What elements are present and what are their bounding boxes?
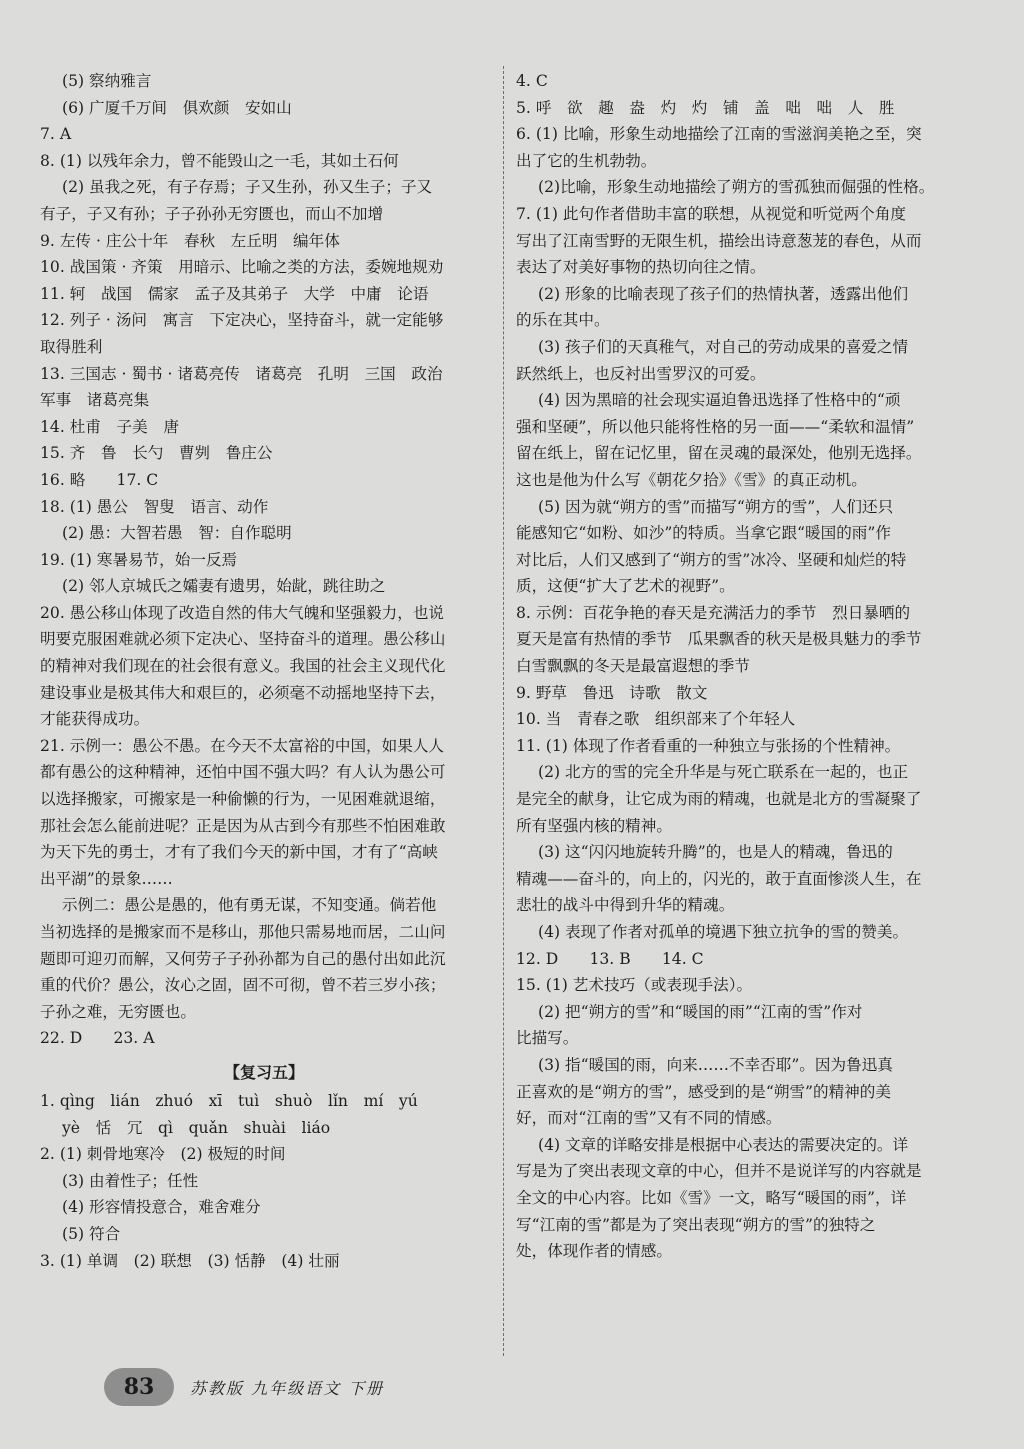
answer-line: 全文的中心内容。比如《雪》一文，略写“暖国的雨”，详 — [516, 1188, 907, 1207]
answer-line: 出了它的生机勃勃。 — [516, 151, 657, 170]
answer-line: 明要克服困难就必须下定决心、坚持奋斗的道理。愚公移山 — [40, 630, 446, 649]
answer-line: 5. 呼 欲 趣 盎 灼 灼 铺 盖 咄 咄 人 胜 — [516, 98, 895, 117]
answer-line: 军事 诸葛亮集 — [40, 391, 150, 410]
answer-line: 14. 杜甫 子美 唐 — [40, 417, 179, 436]
answer-line: (2)比喻，形象生动地描绘了朔方的雪孤独而倔强的性格。 — [538, 178, 935, 197]
answer-line: 那社会怎么能前进呢？正是因为从古到今有那些不怕困难敢 — [40, 816, 446, 835]
page-number-badge: 83 — [104, 1368, 174, 1406]
answer-line: (6) 广厦千万间 俱欢颜 安如山 — [62, 98, 292, 117]
answer-line: 夏天是富有热情的季节 瓜果飘香的秋天是极具魅力的季节 — [516, 630, 922, 649]
answer-line: 写出了江南雪野的无限生机，描绘出诗意葱茏的春色，从而 — [516, 231, 922, 250]
answer-line: (2) 邻人京城氏之孀妻有遗男，始龀，跳往助之 — [62, 577, 386, 596]
answer-line: 3. (1) 单调 (2) 联想 (3) 恬静 (4) 壮丽 — [40, 1251, 340, 1270]
left-answer-lines — [40, 68, 488, 1052]
answer-line: 所有坚强内核的精神。 — [516, 816, 672, 835]
answer-line: 强和坚硬”，所以他只能将性格的另一面——“柔软和温情” — [516, 417, 915, 436]
right-answer-lines — [516, 68, 964, 1265]
answer-line: (4) 文章的详略安排是根据中心表达的需要决定的。详 — [538, 1135, 909, 1154]
answer-line: 以选择搬家，可搬家是一种偷懒的行为，一见困难就退缩， — [40, 790, 446, 809]
answer-line: 取得胜利 — [40, 337, 103, 356]
answer-line: 15. 齐 鲁 长勺 曹刿 鲁庄公 — [40, 444, 273, 463]
answer-line: 留在纸上，留在记忆里，留在灵魂的最深处，他别无选择。 — [516, 444, 922, 463]
answer-line: 才能获得成功。 — [40, 710, 150, 729]
book-info: 苏教版 九年级语文 下册 — [190, 1378, 385, 1398]
answer-line: 18. (1) 愚公 智叟 语言、动作 — [40, 497, 269, 516]
answer-line: 21. 示例一：愚公不愚。在今天不太富裕的中国，如果人人 — [40, 736, 445, 755]
answer-line: 11. (1) 体现了作者看重的一种独立与张扬的个性精神。 — [516, 736, 901, 755]
answer-line: 9. 左传 · 庄公十年 春秋 左丘明 编年体 — [40, 231, 340, 250]
answer-line: (3) 由着性子；任性 — [62, 1171, 199, 1190]
answer-line: (4) 形容情投意合，难舍难分 — [62, 1198, 261, 1217]
answer-line: 15. (1) 艺术技巧（或表现手法）。 — [516, 976, 753, 995]
answer-line: (3) 孩子们的天真稚气，对自己的劳动成果的喜爱之情 — [538, 337, 909, 356]
answer-line: 12. 列子 · 汤问 寓言 下定决心，坚持奋斗，就一定能够 — [40, 311, 444, 330]
answer-line: 13. 三国志 · 蜀书 · 诸葛亮传 诸葛亮 孔明 三国 政治 — [40, 364, 443, 383]
answer-line: (4) 表现了作者对孤单的境遇下独立抗争的雪的赞美。 — [538, 923, 909, 941]
answer-line: 9. 野草 鲁迅 诗歌 散文 — [516, 683, 708, 702]
answer-line: 10. 当 青春之歌 组织部来了个年轻人 — [516, 710, 796, 729]
answer-line: (2) 形象的比喻表现了孩子们的热情执著，透露出他们 — [538, 284, 909, 303]
answer-line: (5) 察纳雅言 — [62, 72, 152, 90]
answer-line: 7. (1) 此句作者借助丰富的联想，从视觉和听觉两个角度 — [516, 204, 906, 223]
answer-line: (3) 这“闪闪地旋转升腾”的，也是人的精魂，鲁迅的 — [538, 843, 893, 862]
answer-line: 跃然纸上，也反衬出雪罗汉的可爱。 — [516, 364, 766, 383]
answer-line: 比描写。 — [516, 1029, 579, 1048]
answer-line: (2) 把“朔方的雪”和“暖国的雨”“江南的雪”作对 — [538, 1002, 863, 1021]
answer-line: 白雪飘飘的冬天是最富遐想的季节 — [516, 657, 750, 676]
answer-line: 悲壮的战斗中得到升华的精魂。 — [516, 896, 735, 915]
section-heading: 【复习五】 — [223, 1062, 304, 1082]
answer-line: 是完全的献身，让它成为雨的精魂，也就是北方的雪凝聚了 — [516, 790, 922, 809]
left-answer-column — [40, 68, 488, 1274]
answer-line: (5) 符合 — [62, 1224, 121, 1243]
answer-line: 10. 战国策 · 齐策 用暗示、比喻之类的方法，委婉地规劝 — [40, 258, 444, 277]
answer-line: 写是为了突出表现文章的中心，但并不是说详写的内容就是 — [516, 1162, 922, 1181]
answer-line: 处，体现作者的情感。 — [516, 1242, 672, 1261]
answer-line: 这也是他为什么写《朝花夕拾》《雪》的真正动机。 — [516, 470, 867, 489]
answer-line: 建设事业是极其伟大和艰巨的，必须毫不动摇地坚持下去， — [40, 683, 446, 702]
answer-line: 能感知它“如粉、如沙”的特质。当拿它跟“暖国的雨”作 — [516, 524, 891, 543]
answer-line: 的精神对我们现在的社会很有意义。我国的社会主义现代化 — [40, 657, 446, 676]
answer-line: 当初选择的是搬家而不是移山，那他只需易地而居，二山问 — [40, 923, 446, 941]
column-divider — [503, 66, 504, 1356]
answer-line: 有子，子又有孙；子子孙孙无穷匮也，而山不加增 — [40, 204, 384, 223]
answer-line: (2) 愚：大智若愚 智：自作聪明 — [62, 524, 292, 543]
answer-line: 8. (1) 以残年余力，曾不能毁山之一毛，其如土石何 — [40, 151, 399, 170]
answer-line: 质，这便“扩大了艺术的视野”。 — [516, 577, 735, 596]
answer-line: 8. 示例：百花争艳的春天是充满活力的季节 烈日暴晒的 — [516, 603, 911, 622]
answer-line: yè 恬 冗 qì quǎn shuài liáo — [62, 1118, 331, 1137]
answer-line: 22. D 23. A — [40, 1029, 155, 1048]
page-footer — [104, 1367, 384, 1407]
answer-line: 题即可迎刃而解，又何劳子子孙孙都为自己的愚付出如此沉 — [40, 949, 446, 968]
answer-line: 20. 愚公移山体现了改造自然的伟大气魄和坚强毅力，也说 — [40, 603, 445, 622]
answer-line: (2) 虽我之死，有子存焉；子又生孙，孙又生子；子又 — [62, 178, 433, 197]
answer-line: 精魂——奋斗的，向上的，闪光的，敢于直面惨淡人生，在 — [516, 869, 922, 888]
answer-line: 表达了对美好事物的热切向往之情。 — [516, 258, 766, 277]
answer-line: 的乐在其中。 — [516, 311, 610, 330]
answer-line: 子孙之难，无穷匮也。 — [40, 1002, 196, 1021]
right-answer-column — [516, 68, 964, 1265]
answer-line: (3) 指“暖国的雨，向来……不幸否耶”。因为鲁迅真 — [538, 1055, 893, 1074]
answer-line: 2. (1) 刺骨地寒冷 (2) 极短的时间 — [40, 1145, 286, 1164]
answer-line: 12. D 13. B 14. C — [516, 949, 704, 968]
answer-line: 11. 轲 战国 儒家 孟子及其弟子 大学 中庸 论语 — [40, 284, 429, 303]
answer-line: (2) 北方的雪的完全升华是与死亡联系在一起的，也正 — [538, 763, 909, 782]
answer-line: 7. A — [40, 125, 72, 144]
answer-line: 示例二：愚公是愚的，他有勇无谋，不知变通。倘若他 — [62, 896, 437, 915]
review-five-answer-lines — [40, 1088, 488, 1274]
answer-line: 写“江南的雪”都是为了突出表现“朔方的雪”的独特之 — [516, 1215, 876, 1234]
answer-line: (5) 因为就“朔方的雪”而描写“朔方的雪”，人们还只 — [538, 497, 894, 516]
answer-line: 1. qìng lián zhuó xī tuì shuò lǐn mí yú — [40, 1091, 418, 1110]
answer-line: 16. 略 17. C — [40, 470, 159, 489]
answer-line: 对比后，人们又感到了“朔方的雪”冰冷、坚硬和灿烂的特 — [516, 550, 907, 569]
answer-line: 正喜欢的是“朔方的雪”，感受到的是“朔雪”的精神的美 — [516, 1082, 891, 1101]
answer-line: 都有愚公的这种精神，还怕中国不强大吗？有人认为愚公可 — [40, 763, 446, 782]
answer-line: 4. C — [516, 72, 548, 90]
answer-line: 好，而对“江南的雪”又有不同的情感。 — [516, 1109, 782, 1128]
answer-line: 为天下先的勇士，才有了我们今天的新中国，才有了“高峡 — [40, 843, 438, 862]
answer-line: 19. (1) 寒暑易节，始一反焉 — [40, 550, 238, 569]
answer-line: 6. (1) 比喻，形象生动地描绘了江南的雪滋润美艳之至，突 — [516, 125, 922, 144]
answer-line: (4) 因为黑暗的社会现实逼迫鲁迅选择了性格中的“顽 — [538, 391, 901, 410]
answer-line: 重的代价？愚公，汝心之固，固不可彻，曾不若三岁小孩； — [40, 976, 446, 995]
answer-line: 出平湖”的景象…… — [40, 869, 173, 888]
